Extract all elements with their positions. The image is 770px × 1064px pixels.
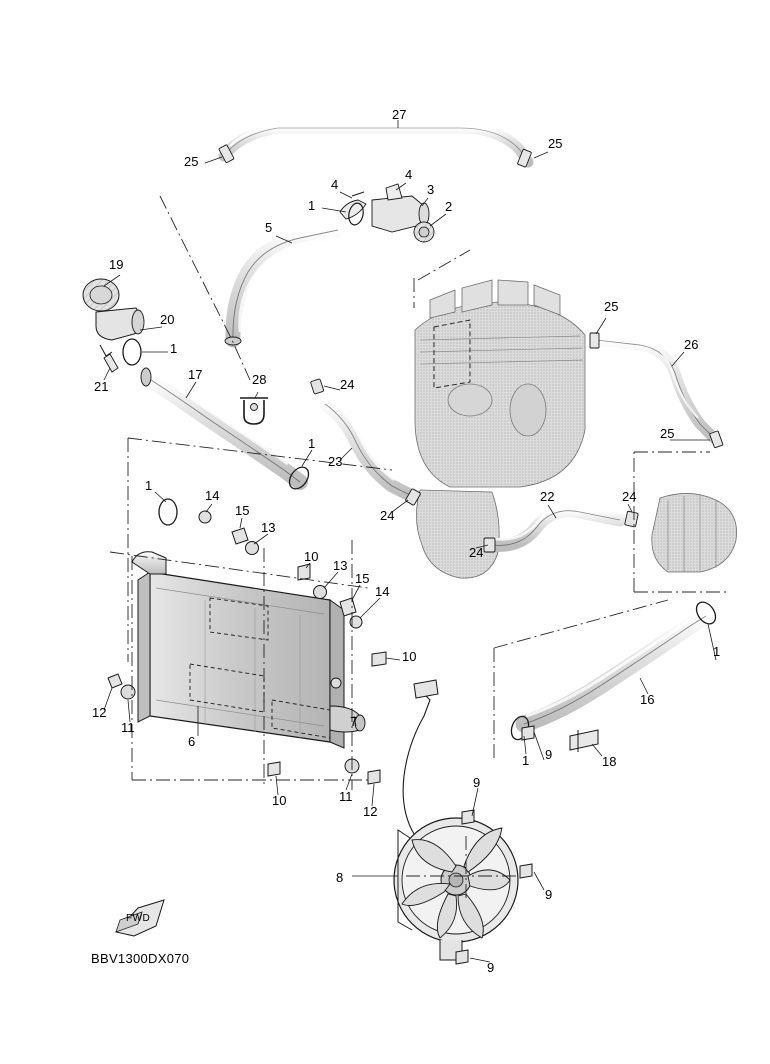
callout-3: 3 <box>427 182 435 197</box>
callout-1: 1 <box>308 436 316 451</box>
callout-8: 8 <box>336 870 344 885</box>
callout-26: 26 <box>684 337 699 352</box>
callout-22: 22 <box>540 489 555 504</box>
callout-10: 10 <box>402 649 417 664</box>
callout-11: 11 <box>339 789 353 804</box>
part-code: BBV1300DX070 <box>91 951 190 966</box>
callout-12: 12 <box>92 705 107 720</box>
callout-25: 25 <box>548 136 563 151</box>
callout-1: 1 <box>522 753 530 768</box>
callout-7: 7 <box>350 714 358 729</box>
callout-21: 21 <box>94 379 109 394</box>
callout-25: 25 <box>604 299 619 314</box>
exhaust-header <box>652 493 737 572</box>
radiator <box>132 499 365 748</box>
bracket-18 <box>570 730 598 752</box>
callout-16: 16 <box>640 692 655 707</box>
engine-block <box>415 280 585 578</box>
callout-28: 28 <box>252 372 267 387</box>
clamp-25-hose26-bottom <box>710 431 724 448</box>
callout-10: 10 <box>304 549 319 564</box>
clamp-24-hose22-left <box>484 538 495 552</box>
callout-12: 12 <box>363 804 378 819</box>
callout-1: 1 <box>145 478 153 493</box>
thermostat-assembly <box>340 184 434 242</box>
callout-25: 25 <box>660 426 675 441</box>
callout-9: 9 <box>487 960 495 975</box>
clamp-25-hose26-top <box>590 333 599 348</box>
callout-4: 4 <box>331 177 339 192</box>
callout-9: 9 <box>545 887 553 902</box>
callout-24: 24 <box>469 545 484 560</box>
callout-11: 11 <box>121 720 135 735</box>
callout-15: 15 <box>355 571 370 586</box>
callout-9: 9 <box>545 747 553 762</box>
callout-15: 15 <box>235 503 250 518</box>
callout-4: 4 <box>405 167 413 182</box>
hose-27 <box>224 124 528 162</box>
hose-17 <box>141 368 312 492</box>
clamp-24-hose22-right <box>625 511 639 527</box>
callout-18: 18 <box>602 754 617 769</box>
callout-14: 14 <box>205 488 220 503</box>
callout-20: 20 <box>160 312 175 327</box>
callout-1: 1 <box>713 644 721 659</box>
callout-14: 14 <box>375 584 390 599</box>
callout-6: 6 <box>188 734 196 749</box>
callout-13: 13 <box>261 520 276 535</box>
callout-25: 25 <box>184 154 199 169</box>
callout-23: 23 <box>328 454 343 469</box>
callout-1: 1 <box>170 341 178 356</box>
callout-17: 17 <box>188 367 203 382</box>
callout-10: 10 <box>272 793 287 808</box>
callout-5: 5 <box>265 220 273 235</box>
callout-13: 13 <box>333 558 348 573</box>
callout-1: 1 <box>308 198 316 213</box>
hose-23 <box>325 398 412 496</box>
callout-9: 9 <box>473 775 481 790</box>
filler-neck-assembly <box>83 279 144 372</box>
callout-24: 24 <box>340 377 355 392</box>
fwd-label: FWD <box>126 913 151 924</box>
callout-24: 24 <box>380 508 395 523</box>
clip-28 <box>240 398 268 424</box>
callout-19: 19 <box>109 257 124 272</box>
callout-2: 2 <box>445 199 453 214</box>
callout-27: 27 <box>392 107 407 122</box>
hose-5 <box>225 230 338 345</box>
callout-24: 24 <box>622 489 637 504</box>
clamp-24-upper <box>310 379 324 394</box>
hose-22 <box>492 505 620 546</box>
